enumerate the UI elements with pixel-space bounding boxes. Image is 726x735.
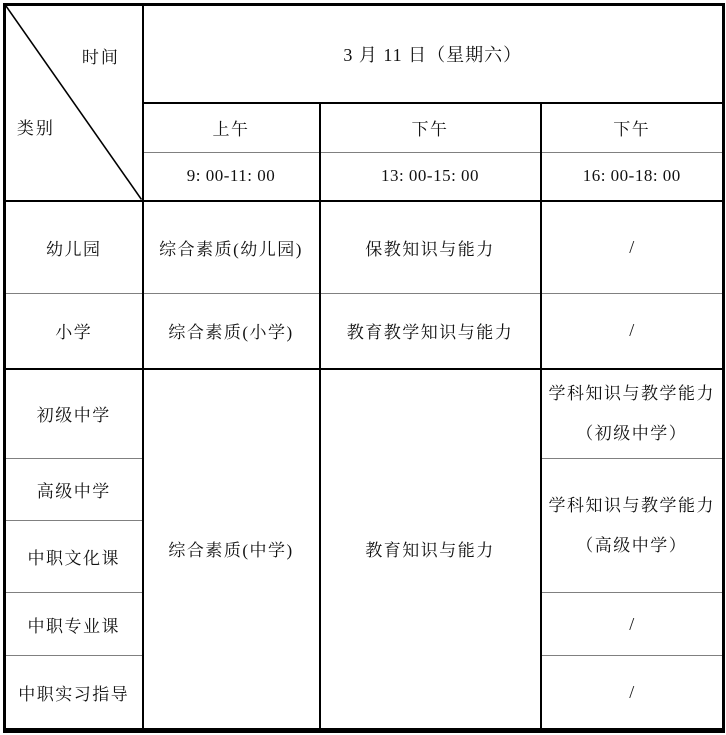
exam-cell-voc-major-afternoon2: /	[541, 593, 724, 656]
exam-schedule-table	[3, 3, 725, 733]
corner-time-label: 时间	[81, 47, 120, 67]
exam-cell-primary-morning: 综合素质(小学)	[143, 294, 320, 369]
period-afternoon2-cell: 下午	[541, 103, 724, 153]
category-cell-primary: 小学	[5, 294, 143, 369]
exam-cell-kindergarten-morning: 综合素质(幼儿园)	[143, 201, 320, 294]
corner-cell	[5, 5, 143, 201]
exam-name-line1: 学科知识与教学能力	[548, 383, 716, 403]
exam-cell-voc-internship-afternoon2: /	[541, 656, 724, 731]
date-header-row	[5, 5, 724, 103]
exam-cell-junior-high-afternoon2	[541, 369, 724, 459]
exam-cell-merged-morning: 综合素质(中学)	[143, 369, 320, 731]
category-cell-voc-culture: 中职文化课	[5, 521, 143, 593]
time-afternoon1-cell: 13: 00-15: 00	[320, 153, 541, 201]
period-morning-cell: 上午	[143, 103, 320, 153]
exam-cell-kindergarten-afternoon2: /	[541, 201, 724, 294]
period-afternoon1-cell: 下午	[320, 103, 541, 153]
category-cell-voc-internship: 中职实习指导	[5, 656, 143, 731]
exam-name-line2: （初级中学）	[576, 423, 688, 443]
category-cell-junior-high: 初级中学	[5, 369, 143, 459]
time-afternoon2-cell: 16: 00-18: 00	[541, 153, 724, 201]
row-primary	[5, 294, 724, 369]
exam-cell-primary-afternoon1: 教育教学知识与能力	[320, 294, 541, 369]
exam-name-line2: （高级中学）	[576, 535, 688, 555]
exam-cell-kindergarten-afternoon1: 保教知识与能力	[320, 201, 541, 294]
diagonal-divider-line	[6, 6, 142, 200]
category-cell-voc-major: 中职专业课	[5, 593, 143, 656]
exam-cell-merged-afternoon1: 教育知识与能力	[320, 369, 541, 731]
category-cell-kindergarten: 幼儿园	[5, 201, 143, 294]
row-kindergarten	[5, 201, 724, 294]
corner-category-label: 类别	[16, 119, 55, 139]
date-header-cell: 3 月 11 日（星期六）	[143, 5, 724, 103]
exam-cell-senior-high-afternoon2	[541, 459, 724, 593]
exam-name-line1: 学科知识与教学能力	[548, 495, 716, 515]
row-junior-high	[5, 369, 724, 459]
category-cell-senior-high: 高级中学	[5, 459, 143, 521]
exam-cell-primary-afternoon2: /	[541, 294, 724, 369]
time-morning-cell: 9: 00-11: 00	[143, 153, 320, 201]
